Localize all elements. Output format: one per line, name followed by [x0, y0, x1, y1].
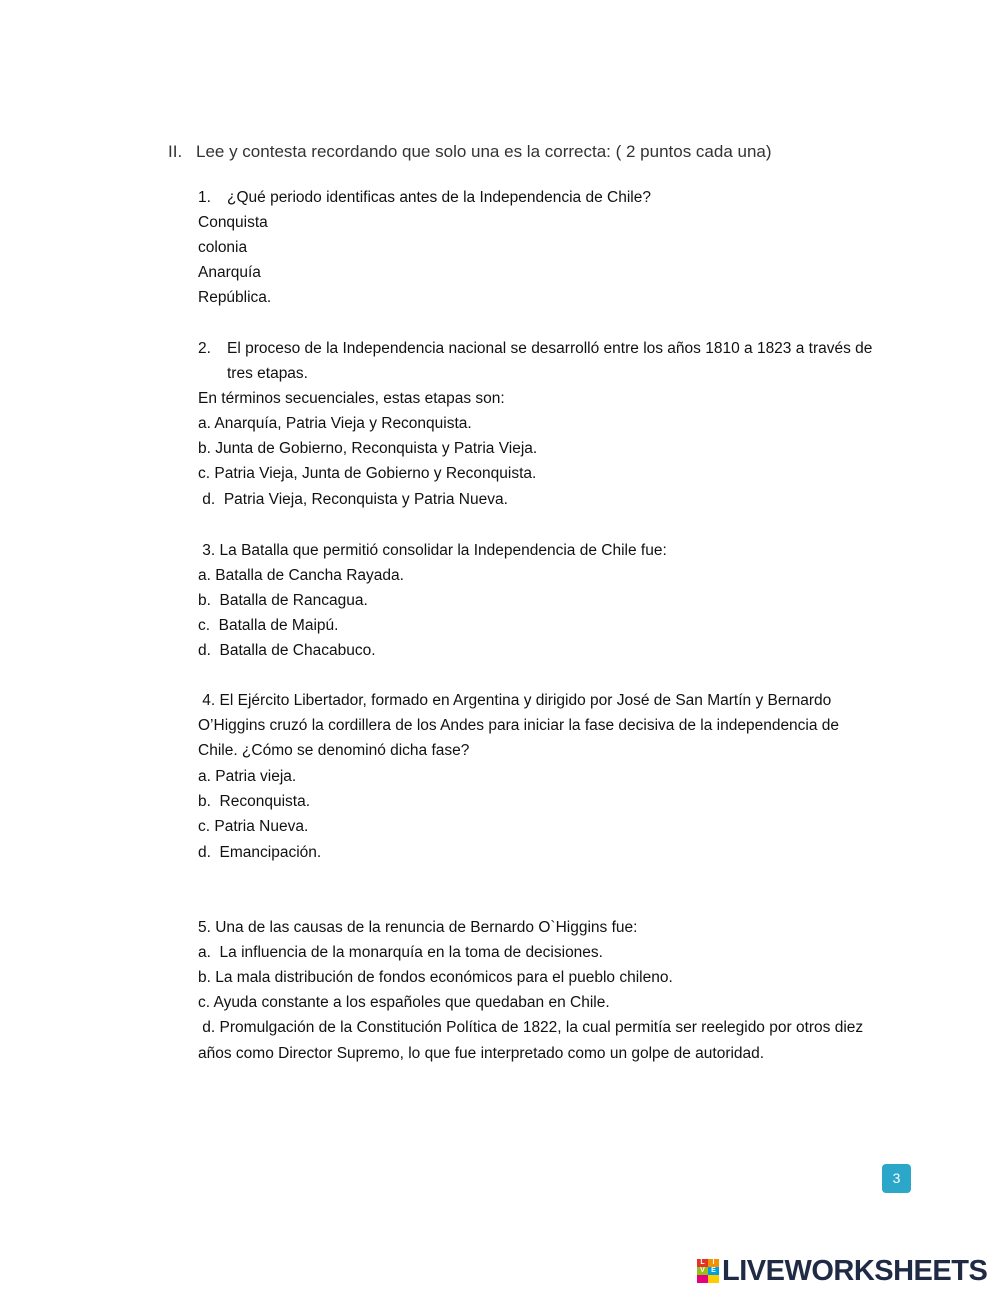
liveworksheets-logo: [697, 1256, 987, 1286]
liveworksheets-logo-icon: [697, 1259, 719, 1283]
question-2: [198, 339, 872, 359]
question-1-number: 1.: [198, 189, 211, 206]
section-title: Lee y contesta recordando que solo una es la correcta: ( 2 puntos cada una): [196, 142, 772, 161]
question-1-text: ¿Qué periodo identificas antes de la Independencia de Chile?: [227, 189, 651, 206]
question-5-text: 5. Una de las causas de la renuncia de Bernardo O`Higgins fue:: [198, 919, 638, 936]
question-4-text-line2: O’Higgins cruzó la cordillera de los Andes para iniciar la fase decisiva de la independencia de: [198, 717, 840, 734]
logo-mark-letter: E: [708, 1267, 719, 1275]
question-1-option: Conquista: [198, 214, 268, 231]
question-2-option: a. Anarquía, Patria Vieja y Reconquista.: [198, 415, 472, 432]
logo-mark-letter: I: [708, 1259, 719, 1267]
question-3-option: a. Batalla de Cancha Rayada.: [198, 567, 404, 584]
question-3-option: b. Batalla de Rancagua.: [198, 592, 368, 609]
question-1-option: República.: [198, 289, 272, 306]
question-4-text-line1: 4. El Ejército Libertador, formado en Argentina y dirigido por José de San Martín y Bernardo: [198, 692, 832, 709]
question-1-option: Anarquía: [198, 264, 261, 281]
question-2-option: d. Patria Vieja, Reconquista y Patria Nueva.: [198, 491, 508, 508]
question-3-option: d. Batalla de Chacabuco.: [198, 642, 376, 659]
question-5-option: b. La mala distribución de fondos económicos para el pueblo chileno.: [198, 969, 673, 986]
question-1: [198, 188, 651, 208]
question-3-option: c. Batalla de Maipú.: [198, 617, 339, 634]
logo-mark-block: [708, 1275, 719, 1283]
logo-mark-letter: V: [697, 1267, 708, 1275]
question-2-text-line3: En términos secuenciales, estas etapas son:: [198, 390, 505, 407]
page-number-badge: 3: [882, 1164, 911, 1193]
question-2-text-line2: tres etapas.: [227, 365, 308, 382]
question-4-option: c. Patria Nueva.: [198, 818, 309, 835]
question-4-option: b. Reconquista.: [198, 793, 311, 810]
question-2-number: 2.: [198, 340, 211, 357]
question-5-option: a. La influencia de la monarquía en la toma de decisiones.: [198, 944, 603, 961]
question-3-text: 3. La Batalla que permitió consolidar la Independencia de Chile fue:: [198, 542, 667, 559]
logo-mark-letter: L: [697, 1259, 708, 1267]
question-5-option-continued: años como Director Supremo, lo que fue interpretado como un golpe de autoridad.: [198, 1045, 765, 1062]
question-5-option: d. Promulgación de la Constitución Política de 1822, la cual permitía ser reelegido por otros diez: [198, 1019, 864, 1036]
question-2-option: b. Junta de Gobierno, Reconquista y Patria Vieja.: [198, 440, 538, 457]
question-4-option: a. Patria vieja.: [198, 768, 297, 785]
question-1-option: colonia: [198, 239, 248, 256]
question-4-text-line3: Chile. ¿Cómo se denominó dicha fase?: [198, 742, 470, 759]
section-heading: [168, 141, 772, 163]
question-5-option: c. Ayuda constante a los españoles que quedaban en Chile.: [198, 994, 610, 1011]
liveworksheets-logo-text: LIVEWORKSHEETS: [722, 1254, 988, 1287]
question-2-option: c. Patria Vieja, Junta de Gobierno y Reconquista.: [198, 465, 537, 482]
question-4-option: d. Emancipación.: [198, 844, 322, 861]
logo-mark-block: [697, 1275, 708, 1283]
question-2-text-line1: El proceso de la Independencia nacional se desarrolló entre los años 1810 a 1823 a través de: [227, 340, 873, 357]
section-number: II.: [168, 142, 183, 161]
